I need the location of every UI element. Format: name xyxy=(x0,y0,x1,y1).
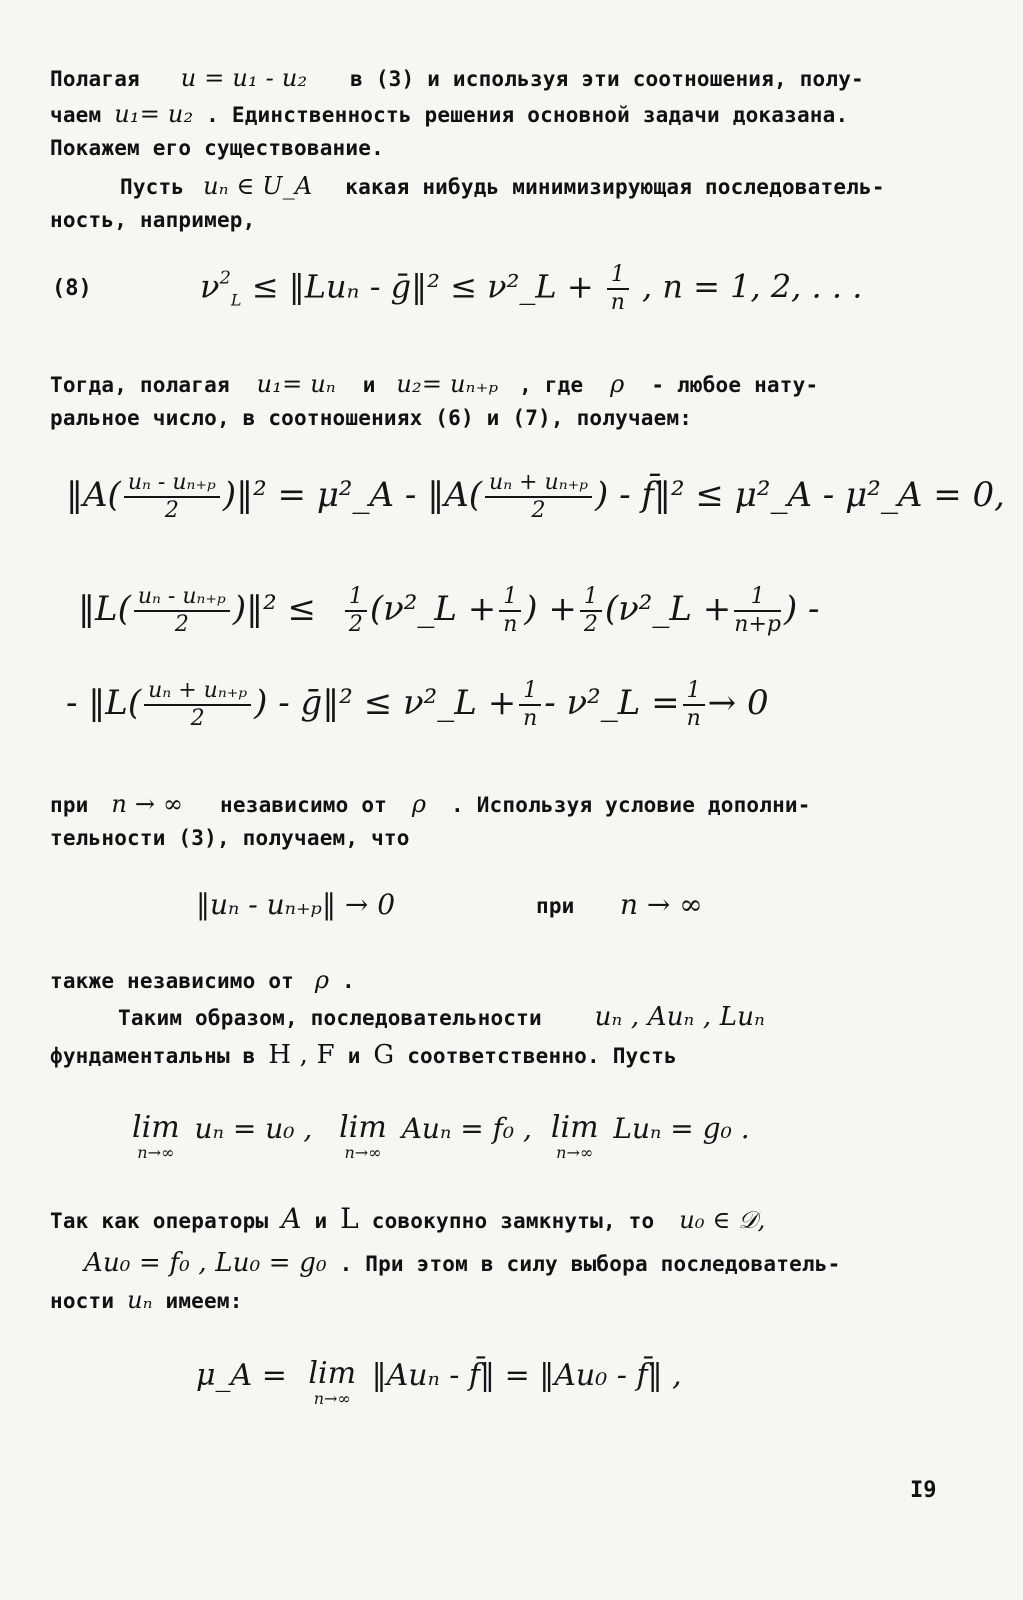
text: , где xyxy=(519,373,584,397)
numerator: 1 xyxy=(683,678,705,706)
formula: (ν²_L + xyxy=(369,589,497,629)
formula: ≤ ‖Luₙ - ḡ‖² ≤ ν²_L + xyxy=(251,267,594,306)
formula: ‖Auₙ - f̄‖ = ‖Au₀ - f̄‖ , xyxy=(371,1358,682,1393)
p4-line2: тельности (3), получаем, что xyxy=(50,826,410,850)
lim-word: lim xyxy=(132,1110,180,1145)
fraction xyxy=(345,584,367,638)
text: чаем xyxy=(50,103,102,127)
limit xyxy=(308,1358,356,1408)
equation-number: (8) xyxy=(52,276,92,301)
text: и xyxy=(347,1044,361,1068)
text: Так как операторы xyxy=(50,1209,269,1233)
lim-under: n→∞ xyxy=(556,1143,594,1162)
conv-condition: n → ∞ xyxy=(620,888,703,921)
formula-inline: A xyxy=(281,1202,302,1235)
text: и xyxy=(314,1209,328,1233)
text: Пусть xyxy=(120,175,185,199)
denominator: n+p xyxy=(734,612,781,637)
fraction xyxy=(499,584,521,638)
p2-line1 xyxy=(120,172,885,200)
numerator: uₙ - uₙ₊ₚ xyxy=(134,584,230,612)
p5-line1 xyxy=(50,966,355,994)
formula-inline: u₀ ∈ 𝒟, xyxy=(679,1206,766,1234)
p6-line2 xyxy=(84,1248,840,1278)
formula-inline: ρ xyxy=(610,370,625,398)
formula: ) - f̄‖² ≤ μ²_A - μ²_A = 0, xyxy=(595,475,1005,515)
denominator: 2 xyxy=(174,612,189,637)
fraction xyxy=(580,584,602,638)
fraction xyxy=(734,584,781,638)
denominator: n xyxy=(610,290,625,315)
formula: → 0 xyxy=(707,683,769,723)
formula-inline: u = u₁ - u₂ xyxy=(180,64,308,92)
fraction xyxy=(124,470,220,524)
formula-inline: G xyxy=(373,1040,395,1070)
fraction xyxy=(519,678,541,732)
formula-inline: ρ xyxy=(411,790,427,818)
formula: , n = 1, 2, . . . xyxy=(642,267,863,306)
p1-line2 xyxy=(50,100,848,128)
formula: uₙ = u₀ , xyxy=(194,1112,313,1145)
numerator: uₙ + uₙ₊ₚ xyxy=(485,470,592,498)
p1-line1 xyxy=(50,64,864,92)
fraction xyxy=(607,262,629,316)
formula-inline: u₁= uₙ xyxy=(256,370,336,398)
formula-inline: u₂= uₙ₊ₚ xyxy=(396,370,499,398)
lim-word: lim xyxy=(550,1110,599,1145)
equation-8 xyxy=(200,262,862,316)
p1-line3: Покажем его существование. xyxy=(50,136,384,160)
formula-inline: n → ∞ xyxy=(111,790,184,818)
p3-line2: ральное число, в соотношениях (6) и (7), получаем: xyxy=(50,406,693,430)
lim-under: n→∞ xyxy=(137,1143,175,1162)
numerator: 1 xyxy=(345,584,367,612)
equation-limits xyxy=(132,1112,750,1162)
p6-line1 xyxy=(50,1202,765,1235)
numerator: uₙ + uₙ₊ₚ xyxy=(144,678,251,706)
sup: 2 xyxy=(219,267,231,289)
p2-line2: ность, например, xyxy=(50,208,256,232)
lim-word: lim xyxy=(308,1356,357,1391)
lim-under: n→∞ xyxy=(313,1389,351,1408)
fraction xyxy=(683,678,705,732)
equation-L-line1 xyxy=(78,584,820,638)
fraction xyxy=(134,584,230,638)
fraction xyxy=(485,470,592,524)
text: . При этом в силу выбора последователь- xyxy=(339,1252,841,1276)
text: ности xyxy=(50,1289,115,1313)
text: независимо от xyxy=(220,793,388,817)
text: . Единственность решения основной задачи доказана. xyxy=(206,103,849,127)
formula-inline: Au₀ = f₀ , Lu₀ = g₀ xyxy=(84,1248,327,1278)
equation-L-line2 xyxy=(66,678,769,732)
p6-line3 xyxy=(50,1286,243,1314)
formula: μ_A = xyxy=(196,1358,287,1393)
text: имеем: xyxy=(165,1289,243,1313)
denominator: n xyxy=(523,706,538,731)
conv-word: при xyxy=(536,894,575,918)
formula-inline: H , F xyxy=(268,1040,335,1070)
text: совокупно замкнуты, то xyxy=(371,1209,655,1233)
formula-inline: uₙ xyxy=(127,1286,153,1314)
limit-1 xyxy=(132,1112,180,1162)
formula: ) - ḡ‖² ≤ ν²_L + xyxy=(254,683,517,723)
p5-line3 xyxy=(50,1040,677,1070)
text: также независимо от xyxy=(50,969,295,993)
formula: )‖² ≤ xyxy=(232,589,317,629)
numerator: 1 xyxy=(580,584,602,612)
equation-final xyxy=(196,1358,682,1408)
formula: ) + xyxy=(524,589,577,629)
fraction xyxy=(144,678,251,732)
text: в (3) и используя эти соотношения, полу- xyxy=(350,67,864,91)
limit-2 xyxy=(339,1112,387,1162)
sub: L xyxy=(230,290,242,310)
text: Таким образом, последовательности xyxy=(118,1006,542,1030)
formula-inline: uₙ , Auₙ , Luₙ xyxy=(594,1002,765,1032)
formula: Auₙ = f₀ , xyxy=(401,1112,532,1145)
text: Полагая xyxy=(50,67,140,91)
formula-inline: u₁= u₂ xyxy=(114,100,194,128)
equation-convergence: ‖uₙ - uₙ₊ₚ‖ → 0 xyxy=(196,888,396,921)
text: при xyxy=(50,793,89,817)
formula: )‖² = μ²_A - ‖A( xyxy=(222,475,483,515)
numerator: uₙ - uₙ₊ₚ xyxy=(124,470,220,498)
denominator: 2 xyxy=(531,498,546,523)
numerator: 1 xyxy=(519,678,541,706)
text: Тогда, полагая xyxy=(50,373,230,397)
denominator: 2 xyxy=(348,612,363,637)
p3-line1 xyxy=(50,370,818,398)
denominator: 2 xyxy=(190,706,205,731)
numerator: 1 xyxy=(607,262,629,290)
formula-inline: uₙ ∈ U_A xyxy=(203,172,313,200)
formula: (ν²_L + xyxy=(604,589,732,629)
text: соответственно. Пусть xyxy=(407,1044,677,1068)
formula: ) - xyxy=(783,589,820,629)
denominator: n xyxy=(686,706,701,731)
formula: - ν²_L = xyxy=(544,683,680,723)
formula: Luₙ = g₀ . xyxy=(613,1112,750,1145)
formula: ‖A( xyxy=(66,475,121,515)
numerator: 1 xyxy=(499,584,521,612)
text: . xyxy=(342,969,355,993)
denominator: 2 xyxy=(164,498,179,523)
p4-line1 xyxy=(50,790,811,818)
p5-line2 xyxy=(118,1002,765,1032)
formula: - ‖L( xyxy=(66,683,142,723)
denominator: 2 xyxy=(583,612,598,637)
page-number: I9 xyxy=(910,1478,937,1503)
formula-inline: L xyxy=(340,1202,359,1235)
limit-3 xyxy=(551,1112,599,1162)
lim-word: lim xyxy=(339,1110,387,1145)
formula-inline: ρ xyxy=(314,966,330,994)
nu-symbol: ν xyxy=(200,267,220,306)
text: - любое нату- xyxy=(651,373,819,397)
text: фундаментальны в xyxy=(50,1044,256,1068)
text: . Используя условие дополни- xyxy=(451,793,811,817)
text: какая нибудь минимизирующая последователь- xyxy=(345,175,885,199)
equation-A xyxy=(66,470,1005,524)
numerator: 1 xyxy=(734,584,781,612)
formula: ‖L( xyxy=(78,589,131,629)
lim-under: n→∞ xyxy=(344,1143,382,1162)
text: и xyxy=(362,373,376,397)
denominator: n xyxy=(503,612,518,637)
